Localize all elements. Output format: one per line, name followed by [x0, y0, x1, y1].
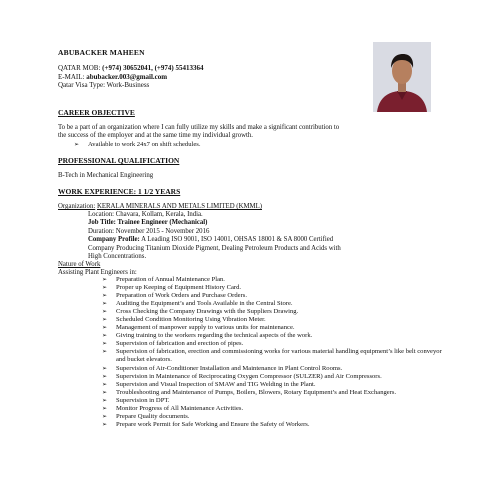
duty-text: Giving training to the workers regarding the technical aspects of the work.: [116, 332, 313, 340]
profile-photo: [373, 42, 431, 112]
duty-text: Supervision in DPT.: [116, 396, 170, 404]
duty-text: Supervision of fabrication and erection of pipes.: [116, 340, 244, 348]
duty-text: Supervision of fabrication, erection and commissioning works for various material handling equipment’s like belt conveyor and bucket elevators.: [116, 348, 442, 364]
portrait-image: [373, 42, 431, 112]
duties-list: [102, 276, 442, 429]
email-line: [58, 73, 203, 82]
objective-line: the success of the employer and at the same time my individual growth.: [58, 132, 253, 140]
duty-text: Preparation of Annual Maintenance Plan.: [116, 276, 225, 283]
company-profile-line: High Concentrations.: [88, 253, 147, 261]
duty-text: Monitor Progress of All Maintenance Activities.: [116, 404, 244, 412]
duty-text: Troubleshooting and Maintenance of Pumps, Boilers, Blowers, Rotary Equipment’s and Heat Exchangers.: [116, 388, 397, 396]
job-location: Location: Chavara, Kollam, Kerala, India.: [88, 211, 203, 218]
arrow-bullet-icon: ➢: [102, 301, 108, 308]
job-title: Job Title: Trainee Engineer (Mechanical): [88, 219, 208, 227]
duty-text: Proper up Keeping of Equipment History Card.: [116, 284, 242, 292]
job-duration: Duration: November 2015 - November 2016: [88, 227, 210, 235]
duty-text: Cross Checking the Company Drawings with the Suppliers Drawing.: [116, 308, 299, 316]
duty-item: [102, 276, 442, 284]
phone-line: [58, 64, 203, 73]
arrow-bullet-icon: ➢: [102, 373, 108, 380]
contact-block: [58, 64, 203, 90]
duty-text: Prepare work Permit for Safe Working and Ensure the Safety of Workers.: [116, 420, 310, 428]
arrow-bullet-icon: ➢: [102, 317, 108, 324]
qualification-heading: PROFESSIONAL QUALIFICATION: [58, 156, 180, 165]
duty-item: [102, 292, 442, 300]
arrow-bullet-icon: ➢: [102, 413, 108, 420]
email-label: E-MAIL:: [58, 72, 87, 81]
duty-item: [102, 373, 442, 381]
arrow-bullet-icon: ➢: [102, 341, 108, 348]
arrow-bullet-icon: ➢: [102, 397, 108, 404]
duty-item: [102, 340, 442, 348]
career-objective-heading: CAREER OBJECTIVE: [58, 108, 135, 117]
duty-item: [102, 332, 442, 340]
duty-item: [102, 397, 442, 405]
arrow-bullet-icon: ➢: [102, 325, 108, 332]
arrow-bullet-icon: ➢: [102, 381, 108, 388]
company-profile-label: Company Profile:: [88, 236, 140, 244]
phone-label: QATAR MOB:: [58, 64, 103, 72]
duty-text: Prepare Quality documents.: [116, 412, 190, 420]
job-details: [88, 211, 341, 261]
company-profile-text: A Leading ISO 9001, ISO 14001, OHSAS 18001 & SA 8000 Certified: [139, 236, 334, 244]
availability-bullet: [74, 141, 201, 149]
company-profile: [88, 236, 341, 244]
duty-item: [102, 389, 442, 397]
duty-item: [102, 348, 442, 364]
duty-text: Supervision and Visual Inspection of SMAW and TIG Welding in the Plant.: [116, 380, 316, 388]
duty-item: [102, 324, 442, 332]
arrow-bullet-icon: ➢: [102, 389, 108, 396]
duty-text: Management of manpower supply to various units for maintenance.: [116, 324, 295, 332]
arrow-bullet-icon: ➢: [102, 333, 108, 340]
email-address: abubacker.003@gmail.com: [86, 72, 168, 81]
availability-text: Available to work 24x7 on shift schedules.: [88, 141, 201, 148]
duty-item: [102, 365, 442, 373]
duty-item: [102, 381, 442, 389]
visa-type: Qatar Visa Type: Work-Business: [58, 81, 150, 90]
experience-heading: WORK EXPERIENCE: 1 1/2 YEARS: [58, 187, 181, 196]
duty-item: [102, 308, 442, 316]
arrow-bullet-icon: ➢: [102, 421, 108, 428]
duty-text: Scheduled Condition Monitoring Using Vibration Meter.: [116, 316, 266, 324]
organization-name: KERALA MINERALS AND METALS LIMITED (KMML): [96, 203, 262, 210]
duty-text: Supervision of Air-Conditioner Installation and Maintenance in Plant Control Rooms.: [116, 364, 343, 372]
arrow-bullet-icon: ➢: [102, 365, 108, 372]
duty-text: Supervision in Maintenance of Reciprocating Oxygen Compressor (SULZER) and Air Compressors.: [116, 372, 382, 380]
phone-numbers: (+974) 30652041, (+974) 55413364: [102, 64, 204, 72]
candidate-name: ABUBACKER MAHEEN: [58, 48, 145, 57]
arrow-bullet-icon: ➢: [102, 293, 108, 300]
objective-line: To be a part of an organization where I can fully utilize my skills and make a significant contribution to: [58, 124, 340, 131]
career-objective-text: [58, 124, 339, 141]
duty-item: [102, 405, 442, 413]
duty-item: [102, 413, 442, 421]
duty-item: [102, 284, 442, 292]
arrow-bullet-icon: ➢: [102, 285, 108, 292]
arrow-bullet-icon: ➢: [102, 405, 108, 412]
duty-text: Auditing the Equipment’s and Tools Available in the Central Store.: [116, 300, 293, 308]
duty-item: [102, 316, 442, 324]
qualification-degree: B-Tech in Mechanical Engineering: [58, 172, 154, 179]
arrow-bullet-icon: ➢: [102, 349, 108, 356]
arrow-bullet-icon: ➢: [74, 142, 80, 148]
arrow-bullet-icon: ➢: [102, 309, 108, 316]
nature-of-work-text: Nature of Work: [58, 261, 101, 268]
arrow-bullet-icon: ➢: [102, 277, 108, 283]
company-profile-line: Company Producing Titanium Dioxide Pigment, Dealing Petroleum Products and Acids with: [88, 244, 341, 252]
assisting-intro: Assisting Plant Engineers in:: [58, 269, 137, 276]
duty-item: [102, 300, 442, 308]
duty-text: Preparation of Work Orders and Purchase Orders.: [116, 292, 247, 300]
duty-item: [102, 421, 442, 429]
organization-label: Organization:: [58, 203, 96, 210]
